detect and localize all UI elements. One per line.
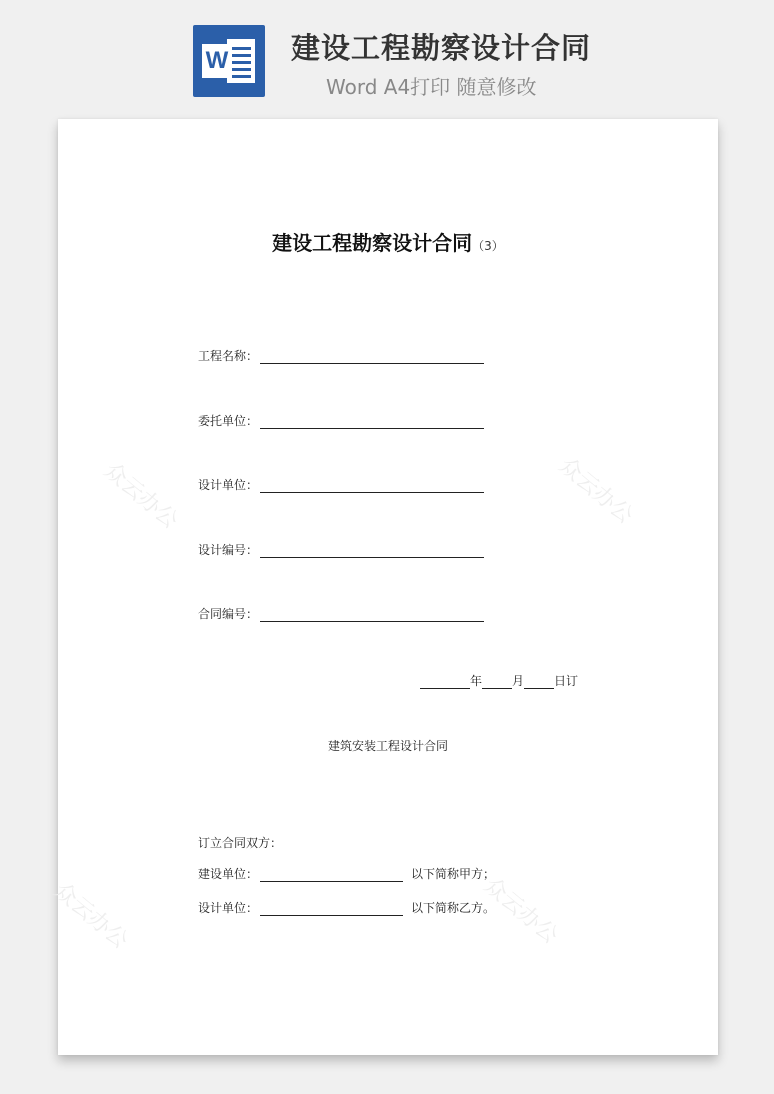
contract-number-field <box>198 605 484 623</box>
design-unit-field <box>198 476 484 494</box>
party-b-note: 以下简称乙方。 <box>411 901 496 915</box>
field-label: 委托单位： <box>198 414 259 428</box>
section-heading: 建筑安装工程设计合同 <box>327 739 448 753</box>
watermark: 众云办公 <box>98 458 183 534</box>
field-label: 合同编号： <box>198 607 259 621</box>
year-label: 年 <box>470 674 483 688</box>
parties-intro: 订立合同双方： <box>198 836 283 850</box>
document-title <box>58 227 718 256</box>
document-title-text: 建设工程勘察设计合同 <box>272 231 473 255</box>
construction-unit-blank[interactable] <box>260 867 403 882</box>
client-unit-field <box>198 412 484 430</box>
word-icon <box>193 25 265 97</box>
field-label: 设计单位： <box>198 478 259 492</box>
date-line <box>420 672 578 689</box>
page-subtitle: Word A4打印 随意修改 <box>326 75 537 99</box>
document-title-number: （3） <box>472 239 504 253</box>
watermark: 众云办公 <box>48 878 133 954</box>
month-label: 月 <box>512 674 525 688</box>
contract-number-blank[interactable] <box>260 607 484 622</box>
design-unit-blank[interactable] <box>260 478 484 493</box>
field-label: 工程名称： <box>198 349 259 363</box>
construction-unit-field <box>198 865 495 883</box>
field-label: 设计编号： <box>198 543 259 557</box>
project-name-field <box>198 347 484 365</box>
client-unit-blank[interactable] <box>260 414 484 429</box>
document-page <box>48 119 718 1055</box>
design-number-blank[interactable] <box>260 543 484 558</box>
field-label: 设计单位： <box>198 901 259 915</box>
party-a-note: 以下简称甲方； <box>411 867 496 881</box>
designer-unit-blank[interactable] <box>260 901 403 916</box>
design-number-field <box>198 541 484 559</box>
watermark: 众云办公 <box>553 453 638 529</box>
page-title: 建设工程勘察设计合同 <box>291 31 592 65</box>
project-name-blank[interactable] <box>260 349 484 364</box>
watermark: 众云办公 <box>478 873 563 949</box>
month-blank[interactable] <box>482 675 512 689</box>
word-icon-letter: W <box>202 44 232 78</box>
day-label: 日订 <box>554 674 579 688</box>
page-header <box>0 0 774 110</box>
year-blank[interactable] <box>420 675 470 689</box>
field-label: 建设单位： <box>198 867 259 881</box>
day-blank[interactable] <box>524 675 554 689</box>
designer-unit-field <box>198 899 495 917</box>
